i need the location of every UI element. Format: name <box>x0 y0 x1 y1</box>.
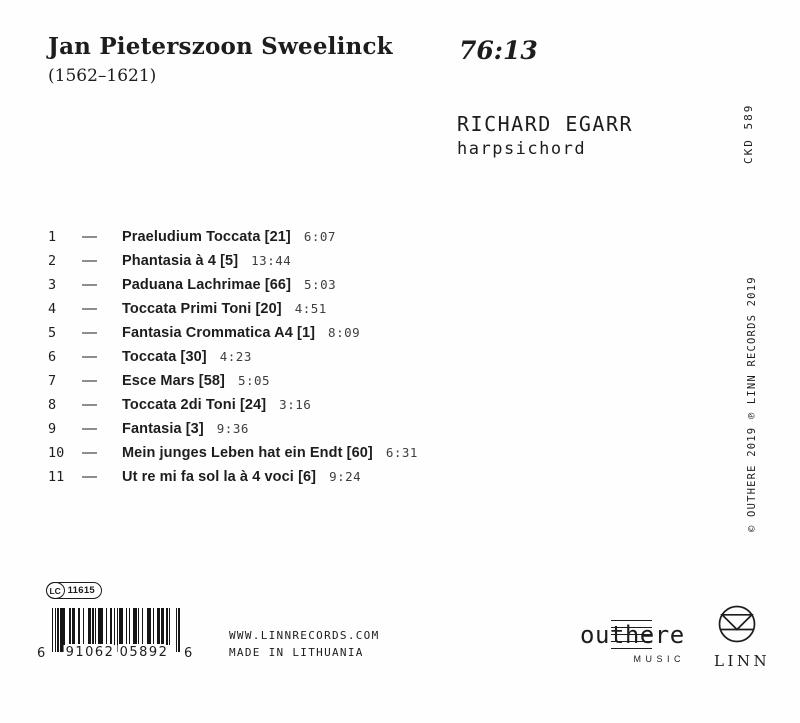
track-title: Fantasia [3] <box>122 421 204 437</box>
made-in-text: MADE IN LITHUANIA <box>229 645 364 659</box>
track-time: 6:31 <box>385 445 418 460</box>
barcode <box>38 608 203 664</box>
track-title: Toccata 2di Toni [24] <box>122 397 267 413</box>
track-row <box>48 300 418 324</box>
track-title: Fantasia Crommatica A4 [1] <box>122 325 316 341</box>
track-separator: — <box>82 372 97 389</box>
track-time: 13:44 <box>251 253 292 268</box>
track-time: 4:51 <box>294 301 327 316</box>
track-number: 4 <box>48 301 57 317</box>
track-row <box>48 372 418 396</box>
label-code-number: 11615 <box>67 585 96 596</box>
linn-kype-icon <box>713 604 761 646</box>
track-number: 10 <box>48 445 65 461</box>
track-time: 3:16 <box>279 397 312 412</box>
barcode-digit-group: 6 <box>184 646 193 661</box>
track-row <box>48 468 418 492</box>
label-code-lc: LC <box>46 582 65 599</box>
total-duration: 76:13 <box>459 36 538 65</box>
track-time: 9:24 <box>329 469 362 484</box>
track-title: Esce Mars [58] <box>122 373 225 389</box>
track-number: 1 <box>48 229 57 245</box>
linn-records-logo <box>711 604 771 670</box>
outhere-music-sublabel: MUSIC <box>633 654 685 664</box>
track-row <box>48 276 418 300</box>
track-separator: — <box>82 468 97 485</box>
track-time: 4:23 <box>219 349 252 364</box>
track-time: 6:07 <box>303 229 336 244</box>
footer-info <box>229 628 380 661</box>
track-number: 7 <box>48 373 57 389</box>
track-title: Paduana Lachrimae [66] <box>122 277 292 293</box>
track-row <box>48 348 418 372</box>
track-title: Ut re mi fa sol la à 4 voci [6] <box>122 469 317 485</box>
composer-dates: (1562–1621) <box>48 66 157 86</box>
track-separator: — <box>82 396 97 413</box>
track-title: Toccata Primi Toni [20] <box>122 301 282 317</box>
track-row <box>48 228 418 252</box>
track-number: 3 <box>48 277 57 293</box>
website-url: WWW.LINNRECORDS.COM <box>229 629 380 642</box>
track-number: 8 <box>48 397 57 413</box>
track-separator: — <box>82 228 97 245</box>
barcode-digit-group: 05892 <box>119 645 169 660</box>
track-list <box>48 228 418 492</box>
barcode-digit-group: 91062 <box>65 645 115 660</box>
label-code-badge <box>46 582 102 599</box>
track-title: Mein junges Leben hat ein Endt [60] <box>122 445 373 461</box>
track-number: 5 <box>48 325 57 341</box>
track-number: 11 <box>48 469 65 485</box>
track-time: 5:03 <box>304 277 337 292</box>
copyright-notice: © OUTHERE 2019 ℗ LINN RECORDS 2019 <box>746 276 758 532</box>
track-row <box>48 252 418 276</box>
outhere-wordmark: outhere <box>580 621 685 649</box>
track-separator: — <box>82 276 97 293</box>
track-row <box>48 444 418 468</box>
track-title: Phantasia à 4 [5] <box>122 253 239 269</box>
artist-instrument: harpsichord <box>457 139 587 159</box>
outhere-music-logo <box>580 617 688 667</box>
track-row <box>48 420 418 444</box>
track-number: 2 <box>48 253 57 269</box>
track-separator: — <box>82 348 97 365</box>
track-separator: — <box>82 420 97 437</box>
track-time: 8:09 <box>328 325 361 340</box>
track-number: 9 <box>48 421 57 437</box>
track-row <box>48 324 418 348</box>
track-separator: — <box>82 300 97 317</box>
barcode-module <box>178 608 179 652</box>
track-time: 9:36 <box>216 421 249 436</box>
track-number: 6 <box>48 349 57 365</box>
composer-name: Jan Pieterszoon Sweelinck <box>48 33 393 60</box>
barcode-digit-group: 6 <box>37 646 46 661</box>
track-row <box>48 396 418 420</box>
track-separator: — <box>82 444 97 461</box>
track-separator: — <box>82 252 97 269</box>
artist-name: RICHARD EGARR <box>457 112 634 136</box>
track-time: 5:05 <box>237 373 271 388</box>
linn-wordmark: LINN <box>714 652 771 670</box>
track-title: Praeludium Toccata [21] <box>122 229 291 245</box>
track-separator: — <box>82 324 97 341</box>
catalog-number: CKD 589 <box>742 103 755 164</box>
track-title: Toccata [30] <box>122 349 207 365</box>
